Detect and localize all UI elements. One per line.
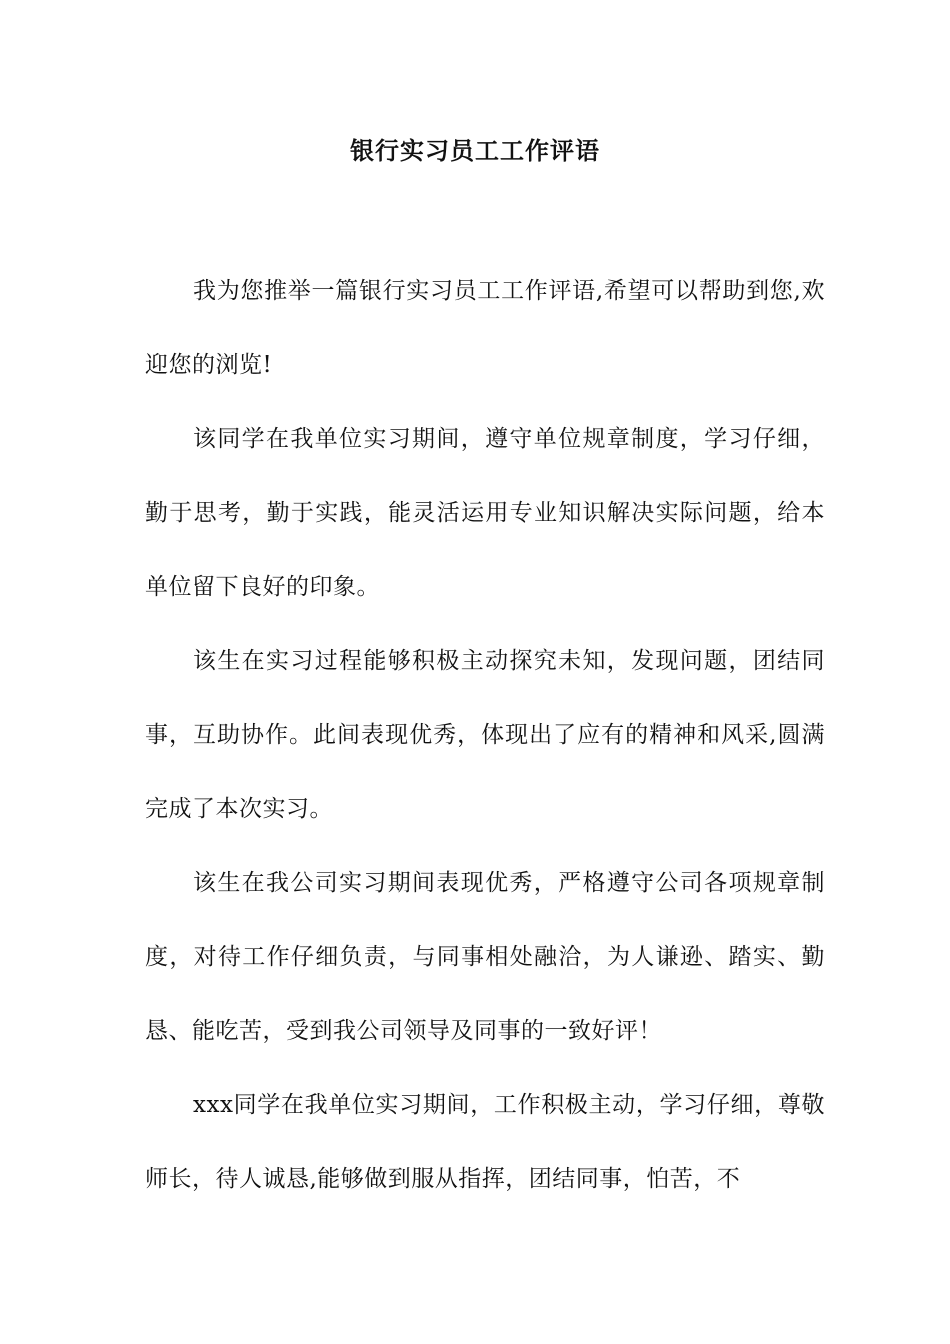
paragraph-comment-3: 该生在我公司实习期间表现优秀，严格遵守公司各项规章制度，对待工作仔细负责，与同事相处融洽，为人谦逊、踏实、勤恳、能吃苦，受到我公司领导及同事的一致好评！: [145, 870, 825, 1044]
document-body: [145, 254, 825, 1216]
paragraph-comment-4: xxx同学在我单位实习期间，工作积极主动，学习仔细，尊敬师长，待人诚恳,能够做到服从指挥，团结同事，怕苦，不: [145, 1092, 825, 1192]
document-title: 银行实习员工工作评语: [350, 136, 600, 165]
paragraph-comment-2: 该生在实习过程能够积极主动探究未知，发现问题，团结同事，互助协作。此间表现优秀，体现出了应有的精神和风采,圆满完成了本次实习。: [145, 648, 825, 822]
paragraph-comment-1: 该同学在我单位实习期间，遵守单位规章制度，学习仔细，勤于思考，勤于实践，能灵活运用专业知识解决实际问题，给本单位留下良好的印象。: [145, 426, 825, 600]
paragraph-intro: 我为您推举一篇银行实习员工工作评语,希望可以帮助到您,欢迎您的浏览!: [145, 278, 825, 378]
